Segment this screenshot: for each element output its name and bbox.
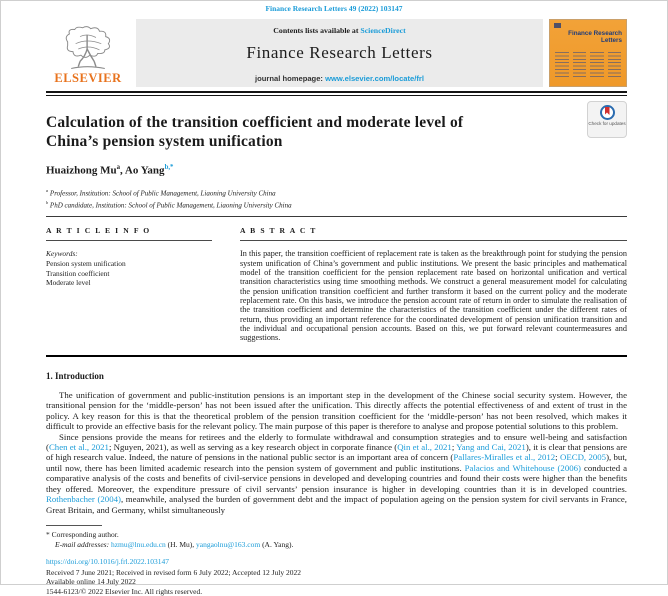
intro-text: , meanwhile, analysed the burden of government debt and the impact of population ageing on the pension system for civil servants in France, Great Britain, and Germany, whilst simultaneously [46,494,627,515]
keyword: Transition coefficient [46,268,110,278]
contents-line [136,26,543,35]
citation-link[interactable]: Yang and Cai, 2021 [456,442,526,453]
doi-link[interactable]: https://doi.org/10.1016/j.frl.2022.103147 [46,557,169,567]
cover-toc-column [573,52,587,79]
citation-link[interactable]: OECD, 2005 [559,452,607,463]
introduction-heading: 1. Introduction [46,370,104,381]
abstract-heading: A B S T R A C T [240,226,627,241]
elsevier-tree-icon [59,26,117,72]
keyword: Pension system unification [46,258,126,268]
affiliation-line [46,198,627,210]
affiliations [46,186,627,211]
introduction-section [46,371,627,515]
citation-link[interactable]: Qin et al., 2021 [397,442,452,453]
email-label: E-mail addresses: [55,539,111,549]
homepage-link[interactable]: www.elsevier.com/locate/frl [325,74,424,83]
affiliation-text: PhD candidate, Institution: School of Public Management, Liaoning University China [48,201,292,210]
cover-toc-column [555,52,569,79]
corresponding-author-note: * Corresponding author. [46,530,119,540]
keyword: Moderate level [46,278,91,288]
affiliation-sup: a [46,187,49,193]
received-line: Received 7 June 2021; Received in revised form 6 July 2022; Accepted 12 July 2022 [46,567,301,577]
email-suffix: (H. Mu), [165,539,196,549]
keywords-label: Keywords: [46,249,78,259]
intro-text: ; [555,452,560,463]
author-affil-sup[interactable]: b,* [164,164,174,171]
footer-block [46,557,627,596]
check-badge-label: Check for updates [588,121,626,126]
intro-text: ), it is clear that pensions are of high research value. Indeed, the nature of pensions in the national public sector is an important area of concern ( [46,442,628,463]
contents-prefix: Contents lists available at [273,26,361,35]
article-title-line1: Calculation of the transition coefficient and moderate level of [46,114,464,131]
intro-text: Since pensions provide the means for retirees and the elderly to formulate withdrawal and consumption strategies and to ensure well-being and satisfaction ( [46,431,627,453]
intro-paragraph-1: The unification of government and public-institution pensions is an important step in the development of the Chinese social security system. However, the transitional pension for the ‘middle-person’ has not been issued after the unification. This directly affects the potential effectiveness of and extent of trust in the policy. A key reason for this is that the theoretical problem of the pension transition coefficient for the ‘middle-person’ has not been resolved, which makes it difficult to provide an effective basis for the relevant policy. The main purpose of this paper is therefore to analyse and propose potential solutions to this problem. [46,389,627,432]
available-online-line: Available online 14 July 2022 [46,577,136,587]
email-link-yang[interactable]: yangaolnu@163.com [196,539,261,549]
affiliation-text: Professor, Institution: School of Public Management, Liaoning University China [48,188,276,197]
author-separator: , [120,164,125,177]
article-title-line2: China’s pension system unification [46,133,283,150]
affiliation-divider [46,216,627,217]
journal-header-box [136,19,543,87]
homepage-line [136,74,543,83]
email-link-mu[interactable]: hzmu@lnu.edu.cn [110,539,166,549]
cover-toc-column [590,52,604,79]
rights-line: 1544-6123/© 2022 Elsevier Inc. All rights reserved. [46,586,203,596]
email-line [46,540,627,550]
citation-link[interactable]: Pallares-Miralles et al., 2012 [453,452,556,463]
author-name: Huaizhong Mu [46,164,117,177]
intro-text: ), but, until now, there has been limited academic research into the pension system of government and public institutions. [46,452,627,473]
abstract-text: In this paper, the transition coefficient of replacement rate is taken as the breakthrough point for studying the pension system unification of China’s government and public institutions. We present the basic principles and mathematical model of the transition coefficient for the pension replacement rate based on horizontal unification and vertical transition characteristics using time smoothing methods. We construct a general measurement model for calculating the pension unification transition coefficient and further transform it based on the current policy and the moderate replacement rate. On this basis, we introduce the pension account rate of return in order to simulate the realisation of the transition coefficient and determine the characteristics of the transition coefficient under the different rates of return, thus providing an important reference for the coordinated development of pension unification transition and the individual and occupational pension accounts. Based on this, we put forward relevant countermeasures and suggestions. [240,249,627,343]
journal-citation-line [1,1,667,13]
bookmark-icon [605,107,610,115]
citation-link[interactable]: Chen et al., 2021 [48,442,109,453]
intro-text: conducted a comparative analysis of the costs and benefits of civil-service pensions in developed and developing countries and found their costs were higher than the benefits they offered. Moreover, the expenditure pressure of civil servants’ pension insurance is higher in developing countries than it is in developed countries. [46,462,628,494]
affiliation-line [46,186,627,198]
homepage-prefix: journal homepage: [255,74,326,83]
abstract-column [240,226,627,342]
author-line [46,164,627,177]
journal-title: Finance Research Letters [246,43,433,62]
footnote-block [46,525,627,549]
article-title [46,113,581,151]
affiliation-sup: b [46,199,49,205]
crossmark-icon [600,105,615,120]
article-info-column [46,226,212,342]
footnote-divider [46,525,102,526]
check-for-updates-badge[interactable] [587,101,627,138]
citation-link[interactable]: Rothenbacher (2004) [46,494,121,505]
info-abstract-block [46,226,627,356]
cover-toc-column [608,52,622,79]
title-block [46,113,627,151]
intro-text: ; Nguyen, 2021), as well as serving as a key research object in corporate finance ( [108,442,398,453]
cover-elsevier-mark-icon [554,23,561,28]
intro-paragraph-2 [46,432,627,516]
cover-title: Finance Research Letters [568,30,622,44]
citation-link[interactable]: Palacios and Whitehouse (2006) [464,462,581,473]
intro-text: ; [451,442,457,453]
masthead [46,19,627,87]
elsevier-logo [46,19,130,87]
cover-toc-lines [555,52,621,79]
journal-citation-link[interactable]: Finance Research Letters 49 (2022) 103147 [265,4,403,13]
elsevier-wordmark: ELSEVIER [54,71,122,85]
sciencedirect-link[interactable]: ScienceDirect [360,26,406,35]
author-name: Ao Yang [124,164,165,177]
email-suffix: (A. Yang). [260,539,294,549]
author-affil-sup: a [116,164,121,171]
masthead-divider [46,91,627,96]
journal-cover-thumbnail[interactable] [549,19,627,87]
article-info-heading: A R T I C L E I N F O [46,226,212,241]
